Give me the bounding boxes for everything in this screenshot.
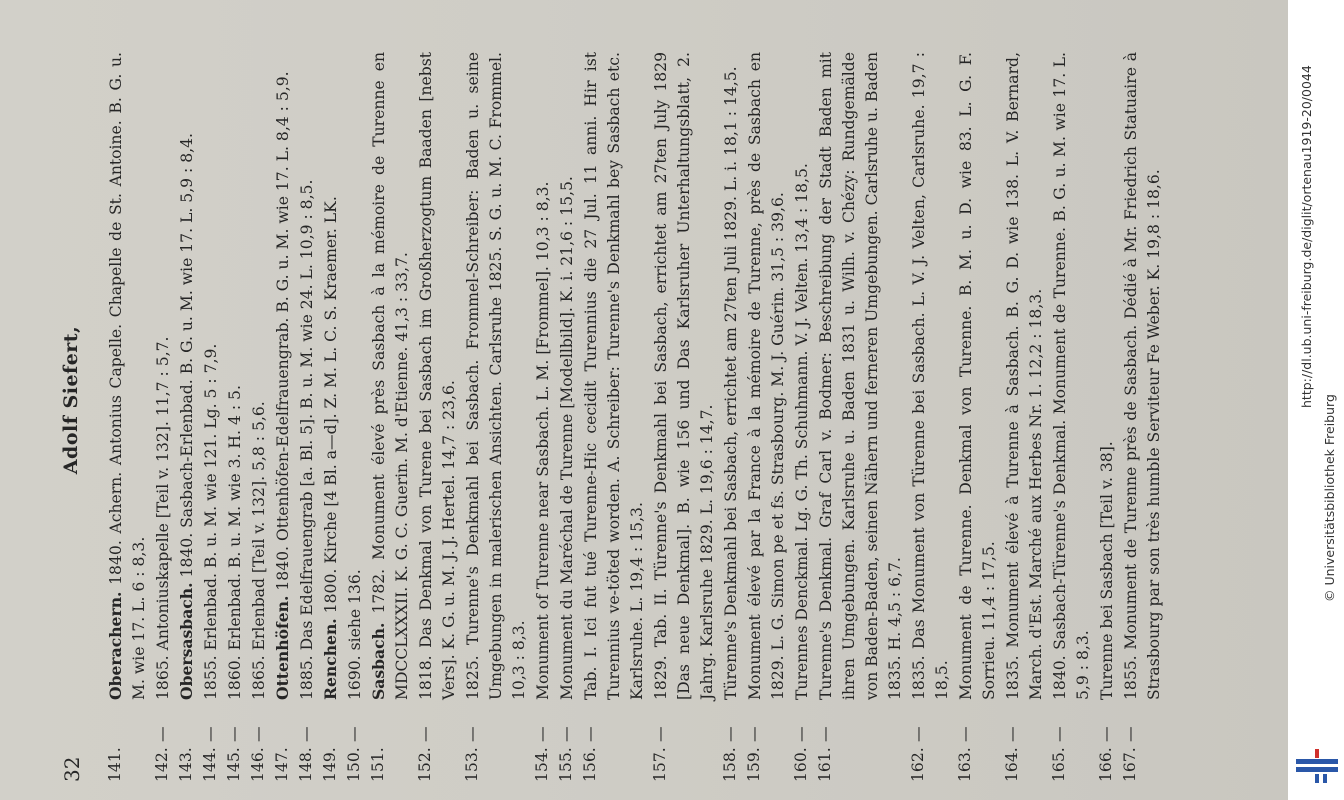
entry-text: [461, 52, 531, 700]
catalog-entry: [295, 52, 319, 782]
entry-ditto-dash: —: [153, 726, 171, 742]
entry-number: 143.: [177, 747, 195, 782]
entry-description: 1840. Sasbach-Erlenbad. B. G. u. M. wie 17. L. 5,9 : 8,4.: [178, 133, 196, 578]
entry-description: 1835. Monument élevé à Turenne à Sasbach. B. G. D. wie 138. L. V. Bernard, March. d'Est. Marché aux Herbes Nr. 1. 12,2 : 18,3.: [1004, 52, 1045, 700]
entry-description: 1885. Das Edelfrauengrab [a. Bl. 5]. B. u. M. wie 24. L. 10,9 : 8,5.: [298, 179, 316, 700]
entry-description: Türenne's Denkmahl bei Sasbach, errichtet am 27ten Juli 1829. L. i. 18,1 : 14,5.: [722, 66, 740, 700]
catalog-entry: [223, 52, 247, 782]
entry-place: Oberachern.: [106, 591, 125, 700]
entry-number: 166.: [1097, 747, 1115, 782]
entry-ditto-dash: —: [297, 726, 315, 742]
entry-ditto-dash: —: [416, 726, 434, 742]
entry-description: 1865. Erlenbad [Teil v. 132]. 5,8 : 5,6.: [250, 401, 268, 700]
entry-description: Monument du Maréchal de Turenne [Modellbild]. K. i. 21,6 : 15,5.: [558, 176, 576, 700]
entry-description: Turenne's Denkmal. Graf Carl v. Bodmer: Beschreibung der Stadt Baden mit ihren Umgebungen. Karlsruhe u. Baden 1831 u. Wilh. v. Chézy: Rundgemälde von Baden-Baden, seinen Nähern und ferneren Umgebungen. Carlsruhe u. Baden 1835. H. 4,5 : 6,7.: [817, 52, 904, 700]
entry-description: 1840. Sasbach-Türenne's Denkmal. Monument de Turenne. B. G. u. M. wie 17. L. 5,9 : 8,3.: [1051, 52, 1092, 700]
entry-description: 1840. Achern. Antonius Capelle. Chapelle de St. Antoine. B. G. u. M. wie 17. L. 6 : 8,3.: [107, 52, 148, 700]
entry-number: 155.: [557, 747, 575, 782]
entry-description: 1829. Tab. II. Türenne's Denkmahl bei Sasbach, errichtet am 27ten July 1829 [Das neue Denkmal]. B. wie 156 und Das Karlsruher Unterhaltungsblatt, 2. Jahrg. Karlsruhe 1829. L. 19,6 : 14,7.: [652, 52, 716, 700]
entry-ditto-dash: —: [557, 726, 575, 742]
source-url[interactable]: http://dl.ub.uni-freiburg.de/diglit/ortenau1919-20/0044: [1299, 65, 1314, 408]
entry-text: [175, 52, 199, 700]
entry-number: 148.: [297, 747, 315, 782]
catalog-entry: [1048, 52, 1095, 782]
entry-number: 147.: [273, 747, 291, 782]
entry-description: 1860. Erlenbad. B. u. M. wie 3. H. 4 : 5.: [226, 385, 244, 700]
entry-text: [223, 52, 247, 700]
entry-ditto-dash: —: [533, 726, 551, 742]
entry-number: 149.: [321, 747, 339, 782]
entry-text: [1048, 52, 1095, 700]
entry-ditto-dash: —: [1121, 726, 1139, 742]
catalog-entries: [104, 52, 1166, 782]
entry-ditto-dash: —: [816, 726, 834, 742]
entry-description: Monument of Turenne near Sasbach. L. M. [Frommel]. 10,3 : 8,3.: [534, 181, 552, 700]
entry-number: 164.: [1003, 747, 1021, 782]
entry-text: [531, 52, 555, 700]
entry-ditto-dash: —: [345, 726, 363, 742]
entry-ditto-dash: —: [651, 726, 669, 742]
entry-number: 145.: [225, 747, 243, 782]
catalog-entry: [579, 52, 649, 782]
catalog-entry: [649, 52, 719, 782]
entry-number: 165.: [1050, 747, 1068, 782]
entry-place: Renchen.: [321, 618, 340, 700]
catalog-entry: [743, 52, 790, 782]
entry-number: 162.: [909, 747, 927, 782]
entry-ditto-dash: —: [745, 726, 763, 742]
catalog-entry: [319, 52, 343, 782]
entry-ditto-dash: —: [581, 726, 599, 742]
page-title: Adolf Siefert,: [60, 325, 82, 475]
catalog-entry: [247, 52, 271, 782]
entry-ditto-dash: —: [249, 726, 267, 742]
entry-number: 163.: [956, 747, 974, 782]
entry-text: [719, 52, 743, 700]
entry-number: 146.: [249, 747, 267, 782]
entry-text: [555, 52, 579, 700]
entry-ditto-dash: —: [201, 726, 219, 742]
entry-description: Monument élevé par la France à la mémoire de Turenne, près de Sasbach en 1829. L. G. Simon pe et fs. Strasbourg. M. J. Guérin. 31,5 : 39,6.: [746, 52, 787, 700]
entry-text: [790, 52, 814, 700]
catalog-entry: [814, 52, 907, 782]
catalog-entry: [461, 52, 531, 782]
entry-place: Sasbach.: [369, 622, 388, 700]
entry-description: 1800. Kirche [4 Bl. a—d]. Z. M. L. C. S. Kraemer. LK.: [322, 196, 340, 614]
catalog-entry: [790, 52, 814, 782]
entry-ditto-dash: —: [1097, 726, 1115, 742]
entry-number: 156.: [581, 747, 599, 782]
entry-number: 144.: [201, 747, 219, 782]
entry-number: 152.: [416, 747, 434, 782]
entry-description: Tab. I. Ici fut tué Turenne-Hic cecidit Turennius die 27 Jul. 11 anni. Hir ist Turennius ve-töted worden. A. Schreiber: Turenne's Denkmahl bey Sasbach etc. Karlsruhe. L. 19,4 : 15,3.: [582, 52, 646, 700]
entry-ditto-dash: —: [956, 726, 974, 742]
entry-number: 154.: [533, 747, 551, 782]
entry-place: Ottenhöfen.: [273, 595, 292, 700]
catalog-entry: [367, 52, 414, 782]
entry-description: Turennes Denckmal. Lg. G. Th. Schuhmann. V. J. Velten. 13,4 : 18,5.: [793, 163, 811, 700]
entry-place: Obersasbach.: [177, 582, 196, 700]
entry-text: [295, 52, 319, 700]
entry-text: [743, 52, 790, 700]
ub-freiburg-logo-icon[interactable]: [1294, 748, 1340, 784]
catalog-entry: [1001, 52, 1048, 782]
catalog-entry: [151, 52, 175, 782]
entry-description: 1835. Das Monument von Türenne bei Sasbach. L. V. J. Velten, Carlsruhe. 19,7 : 18,5.: [910, 52, 951, 700]
entry-text: [1095, 52, 1119, 700]
entry-number: 159.: [745, 747, 763, 782]
entry-description: 1855. Erlenbad. B. u. M. wie 121. Lg. 5 : 7,9.: [202, 343, 220, 700]
entry-description: 1782. Monument élevé près Sasbach à la mémoire de Turenne en MDCCLXXXII. K. G. C. Guerin. M. d'Etienne. 41,3 : 33,7.: [370, 52, 411, 700]
catalog-entry: [343, 52, 367, 782]
catalog-entry: [175, 52, 199, 782]
entry-number: 141.: [106, 747, 124, 782]
entry-text: [954, 52, 1001, 700]
entry-text: [104, 52, 151, 700]
catalog-entry: [1119, 52, 1166, 782]
catalog-entry: [907, 52, 954, 782]
entry-description: Monument de Turenne. Denkmal von Turenne. B. M. u. D. wie 83. L. G. F. Sorrieu. 11,4 : 17,5.: [957, 52, 998, 700]
entry-number: 161.: [816, 747, 834, 782]
entry-ditto-dash: —: [909, 726, 927, 742]
catalog-entry: [104, 52, 151, 782]
entry-number: 142.: [153, 747, 171, 782]
catalog-entry: [954, 52, 1001, 782]
entry-description: 1855. Monument de Turenne près de Sasbach. Dédié à Mr. Friedrich Statuaire à Strasbourg par son très humble Serviteur Fe Weber. K. 19,8 : 18,6.: [1122, 52, 1163, 700]
entry-text: [151, 52, 175, 700]
entry-text: [1119, 52, 1166, 700]
entry-ditto-dash: —: [1050, 726, 1068, 742]
entry-ditto-dash: —: [792, 726, 810, 742]
entry-text: [343, 52, 367, 700]
entry-number: 153.: [463, 747, 481, 782]
entry-text: [814, 52, 907, 700]
catalog-entry: [199, 52, 223, 782]
entry-number: 160.: [792, 747, 810, 782]
entry-description: 1865. Antoniuskapelle [Teil v. 132]. 11,7 : 5,7.: [154, 336, 172, 700]
catalog-entry: [271, 52, 295, 782]
entry-number: 167.: [1121, 747, 1139, 782]
entry-number: 151.: [369, 747, 387, 782]
entry-ditto-dash: —: [721, 726, 739, 742]
entry-ditto-dash: —: [463, 726, 481, 742]
entry-text: [319, 52, 343, 700]
entry-text: [199, 52, 223, 700]
entry-description: 1840. Ottenhöfen-Edelfrauengrab. B. G. u. M. wie 17. L. 8,4 : 5,9.: [274, 71, 292, 591]
entry-text: [1001, 52, 1048, 700]
entry-text: [414, 52, 461, 700]
catalog-entry: [555, 52, 579, 782]
entry-text: [579, 52, 649, 700]
entry-text: [247, 52, 271, 700]
catalog-entry: [719, 52, 743, 782]
entry-description: Turenne bei Sasbach [Teil v. 38].: [1098, 441, 1116, 700]
entry-description: 1825. Turenne's Denkmahl bei Sasbach. Frommel-Schreiber: Baden u. seine Umgebungen in malerischen Ansichten. Carlsruhe 1825. S. G. u. M. C. Frommel. 10,3 : 8,3.: [464, 52, 528, 700]
entry-number: 157.: [651, 747, 669, 782]
catalog-entry: [414, 52, 461, 782]
page-number: 32: [60, 756, 84, 782]
entry-ditto-dash: —: [225, 726, 243, 742]
entry-text: [367, 52, 414, 700]
entry-ditto-dash: —: [1003, 726, 1021, 742]
entry-number: 150.: [345, 747, 363, 782]
entry-text: [271, 52, 295, 700]
catalog-entry: [1095, 52, 1119, 782]
entry-description: 1690. siehe 136.: [346, 569, 364, 700]
copyright-notice: © Universitätsbibliothek Freiburg: [1322, 394, 1337, 602]
entry-text: [649, 52, 719, 700]
catalog-entry: [531, 52, 555, 782]
entry-number: 158.: [721, 747, 739, 782]
entry-text: [907, 52, 954, 700]
entry-description: 1818. Das Denkmal von Turene bei Sasbach im Großherzogtum Baaden [nebst Vers]. K. G. u. M. J. J. Hertel. 14,7 : 23,6.: [417, 52, 458, 700]
